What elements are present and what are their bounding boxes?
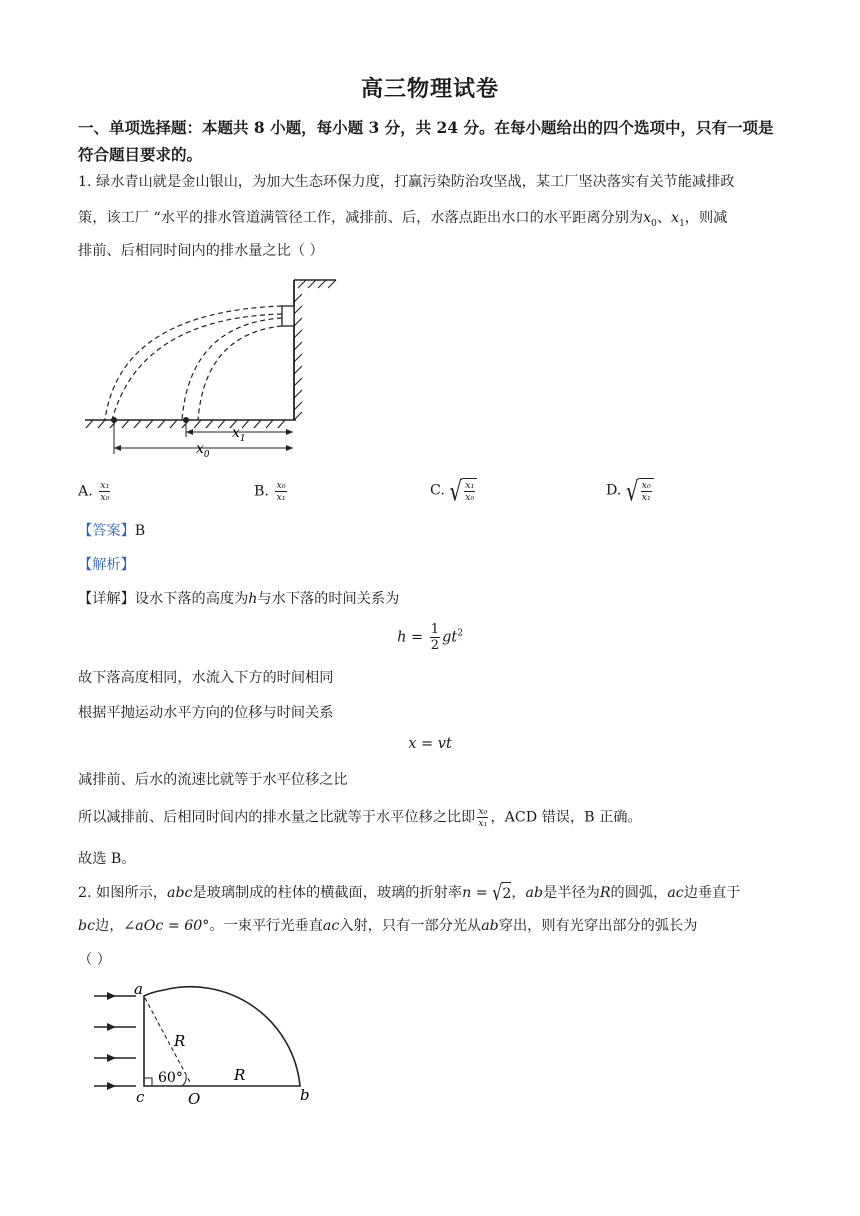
label-R-base: R: [234, 1066, 246, 1084]
var-h: h: [248, 591, 258, 607]
analysis-tag: 【解析】: [78, 557, 135, 573]
q2-text-f: 边垂直于: [683, 885, 741, 901]
answer-value: B: [134, 523, 146, 539]
fig-label-x0: $x_0$: [196, 441, 210, 460]
option-d-letter: D.: [606, 482, 622, 499]
q2-line2-text-c: 入射，只有一部分光从: [339, 918, 482, 934]
detail-line: [78, 589, 399, 609]
eq1-lhs: h: [397, 629, 407, 646]
var-n: n =: [462, 885, 493, 901]
detail-tag: 【详解】: [78, 591, 135, 607]
q1-line2-end: ，则减: [684, 210, 728, 226]
q2-line2: [78, 916, 697, 936]
x1-arrow-left: [186, 429, 193, 435]
label-b: b: [300, 1086, 310, 1104]
pipe-outlet: [282, 306, 294, 326]
q1-figure: [80, 272, 350, 462]
q2-line1: [78, 879, 741, 906]
option-a-fraction: $\frac{\text{x₁}}{\text{x₀}}$: [100, 480, 110, 503]
option-c[interactable]: [430, 474, 477, 507]
q2-text-c: ，: [511, 885, 526, 901]
line-d: [78, 806, 642, 829]
eq1-sup: 2: [457, 628, 463, 639]
answer-tag: 【答案】: [78, 523, 135, 539]
detail-text-b: 与水下落的时间关系为: [257, 591, 400, 607]
label-60deg: 60°: [158, 1070, 183, 1086]
eq1-equals: =: [406, 629, 428, 646]
q1-line1: 1. 绿水青山就是金山银山，为加大生态环保力度，打赢污染防治攻坚战，某工厂坚决落实有关节能减排政: [78, 174, 735, 190]
line-c: 减排前、后水的流速比就等于水平位移之比: [78, 772, 348, 788]
var-ac-2: ac: [322, 918, 340, 934]
line-d-end: ，ACD 错误，B 正确。: [490, 809, 642, 826]
angle-expr: ∠aOc = 60°: [123, 918, 210, 934]
eq1-fraction: $\frac{1}{2}$: [430, 622, 440, 653]
water-trajectories: [105, 306, 282, 420]
var-abc: abc: [166, 885, 193, 901]
q2-line3: （ ）: [78, 952, 111, 968]
fig-label-x1: $x_1$: [232, 425, 246, 444]
answer-line: [78, 521, 145, 541]
right-angle-mark: [144, 1078, 152, 1086]
option-c-sqrt: √ $\frac{\text{x₁}}{\text{x₀}}$: [449, 478, 477, 503]
var-ac: ac: [667, 885, 684, 901]
var-x0: x: [643, 210, 652, 226]
q2-line2-text-d: 穿出，则有光穿出部分的弧长为: [498, 918, 698, 934]
var-ab: ab: [525, 885, 544, 901]
sub-0: 0: [651, 218, 657, 229]
section-heading: 一、单项选择题：本题共 8 小题，每小题 3 分，共 24 分。在每小题给出的四个选项中，只有一项是符合题目要求的。: [78, 118, 774, 164]
option-b-fraction: $\frac{\text{x₀}}{\text{x₁}}$: [276, 480, 286, 503]
option-d[interactable]: [606, 474, 654, 507]
ledge-hatch: [298, 280, 336, 288]
option-b[interactable]: [254, 480, 289, 503]
q2-line2-text-a: 边，: [95, 918, 124, 934]
sqrt-2: √2: [492, 879, 512, 906]
sub-1: 1: [679, 218, 685, 229]
option-d-sqrt: √ $\frac{\text{x₀}}{\text{x₁}}$: [626, 478, 654, 503]
light-arrowheads: [107, 992, 116, 1090]
label-O: O: [188, 1090, 201, 1106]
conclusion: 故选 B。: [78, 851, 136, 867]
x0-arrow-left: [114, 445, 121, 451]
q2-text-e: 的圆弧，: [610, 885, 668, 901]
option-c-letter: C.: [430, 482, 445, 499]
var-ab-2: ab: [481, 918, 499, 934]
option-a-letter: A.: [78, 483, 93, 500]
q1-line3: 排前、后相同时间内的排水量之比（ ）: [78, 243, 324, 259]
label-a: a: [134, 980, 143, 998]
option-a[interactable]: [78, 480, 112, 503]
x1-arrow-right: [286, 429, 293, 435]
equation-2: x = vt: [408, 736, 452, 752]
q2-line2-text-b: 。一束平行光垂直: [209, 918, 323, 934]
option-b-letter: B.: [254, 483, 269, 500]
page-title: 高三物理试卷: [360, 76, 499, 102]
line-b: 根据平抛运动水平方向的位移与时间关系: [78, 705, 334, 721]
x0-arrow-right: [286, 445, 293, 451]
eq1-rhs: gt: [442, 629, 458, 646]
comma: 、: [656, 210, 672, 226]
var-x1: x: [671, 210, 680, 226]
wall-hatch: [294, 294, 302, 420]
var-bc: bc: [78, 918, 96, 934]
line-d-text: 所以减排前、后相同时间内的排水量之比就等于水平位移之比即: [78, 809, 476, 826]
q1-line2-text: 策，该工厂 “水平的排水管道满管径工作，减排前、后，水落点距出水口的水平距离分别为: [78, 210, 644, 226]
label-R-radius: R: [174, 1032, 186, 1050]
light-rays: [94, 996, 136, 1086]
q1-line2: [78, 208, 727, 234]
var-R: R: [599, 885, 611, 901]
detail-text-a: 设水下落的高度为: [134, 591, 249, 607]
q2-text-a: 2. 如图所示，: [78, 885, 167, 901]
line-d-fraction: $\frac{\text{x₀}}{\text{x₁}}$: [478, 806, 488, 829]
q2-figure: [78, 976, 328, 1106]
q2-text-b: 是玻璃制成的柱体的横截面，玻璃的折射率: [192, 885, 463, 901]
line-a: 故下落高度相同，水流入下方的时间相同: [78, 670, 334, 686]
equation-1: [0, 622, 860, 653]
label-c: c: [136, 1088, 145, 1106]
q2-text-d: 是半径为: [543, 885, 600, 901]
